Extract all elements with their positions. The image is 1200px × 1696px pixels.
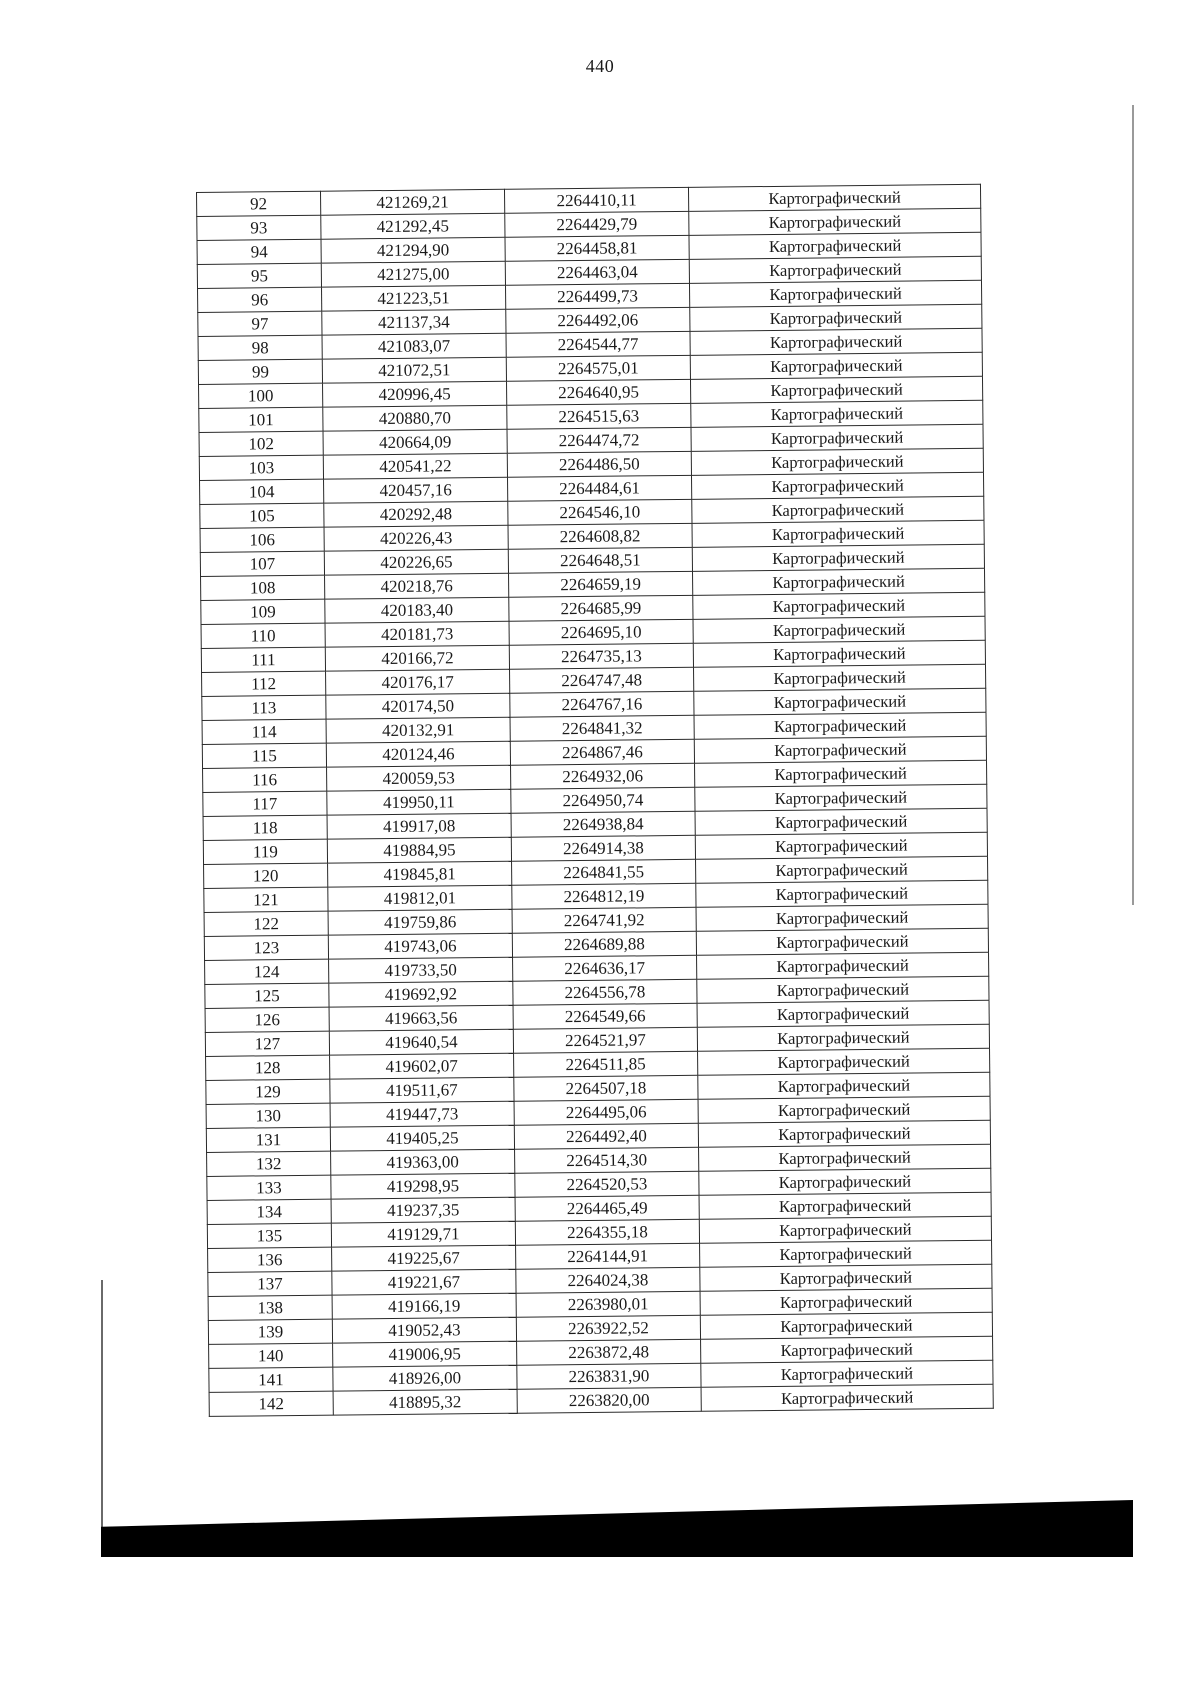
point-number-cell: 97 [198, 311, 322, 336]
y-coordinate-cell: 2264514,30 [515, 1147, 699, 1173]
point-number-cell: 129 [206, 1079, 330, 1104]
point-number-cell: 95 [197, 263, 321, 288]
method-cell: Картографический [697, 952, 989, 979]
y-coordinate-cell: 2264950,74 [511, 787, 695, 813]
method-cell: Картографический [692, 568, 984, 595]
y-coordinate-cell: 2264556,78 [513, 979, 697, 1005]
x-coordinate-cell: 419405,25 [330, 1125, 514, 1151]
y-coordinate-cell: 2264689,88 [512, 931, 696, 957]
point-number-cell: 109 [201, 599, 325, 624]
x-coordinate-cell: 420226,65 [324, 549, 508, 575]
x-coordinate-cell: 421275,00 [321, 261, 505, 287]
point-number-cell: 103 [199, 455, 323, 480]
method-cell: Картографический [688, 184, 980, 211]
y-coordinate-cell: 2264474,72 [507, 427, 691, 453]
x-coordinate-cell: 420181,73 [325, 621, 509, 647]
point-number-cell: 110 [201, 623, 325, 648]
y-coordinate-cell: 2264544,77 [506, 331, 690, 357]
method-cell: Картографический [696, 904, 988, 931]
point-number-cell: 115 [202, 743, 326, 768]
point-number-cell: 111 [201, 647, 325, 672]
scan-edge-left [101, 1280, 103, 1550]
x-coordinate-cell: 419743,06 [328, 933, 512, 959]
method-cell: Картографический [696, 880, 988, 907]
x-coordinate-cell: 419225,67 [332, 1245, 516, 1271]
method-cell: Картографический [693, 640, 985, 667]
x-coordinate-cell: 419237,35 [331, 1197, 515, 1223]
point-number-cell: 139 [208, 1319, 332, 1344]
y-coordinate-cell: 2264659,19 [509, 571, 693, 597]
y-coordinate-cell: 2264484,61 [508, 475, 692, 501]
x-coordinate-cell: 418895,32 [333, 1389, 517, 1415]
point-number-cell: 132 [207, 1151, 331, 1176]
point-number-cell: 135 [207, 1223, 331, 1248]
y-coordinate-cell: 2264695,10 [509, 619, 693, 645]
x-coordinate-cell: 419221,67 [332, 1269, 516, 1295]
method-cell: Картографический [699, 1144, 991, 1171]
point-number-cell: 136 [208, 1247, 332, 1272]
y-coordinate-cell: 2264767,16 [510, 691, 694, 717]
y-coordinate-cell: 2264521,97 [513, 1027, 697, 1053]
point-number-cell: 101 [199, 407, 323, 432]
x-coordinate-cell: 421269,21 [320, 189, 504, 215]
x-coordinate-cell: 419759,86 [328, 909, 512, 935]
x-coordinate-cell: 419298,95 [331, 1173, 515, 1199]
x-coordinate-cell: 420226,43 [324, 525, 508, 551]
y-coordinate-cell: 2264608,82 [508, 523, 692, 549]
method-cell: Картографический [701, 1336, 993, 1363]
point-number-cell: 116 [203, 767, 327, 792]
point-number-cell: 140 [209, 1343, 333, 1368]
y-coordinate-cell: 2264648,51 [508, 547, 692, 573]
y-coordinate-cell: 2264575,01 [506, 355, 690, 381]
x-coordinate-cell: 420176,17 [326, 669, 510, 695]
x-coordinate-cell: 419692,92 [329, 981, 513, 1007]
x-coordinate-cell: 421223,51 [322, 285, 506, 311]
method-cell: Картографический [699, 1216, 991, 1243]
y-coordinate-cell: 2264841,55 [512, 859, 696, 885]
method-cell: Картографический [690, 352, 982, 379]
method-cell: Картографический [692, 520, 984, 547]
x-coordinate-cell: 420174,50 [326, 693, 510, 719]
method-cell: Картографический [690, 376, 982, 403]
y-coordinate-cell: 2263820,00 [517, 1387, 701, 1413]
point-number-cell: 104 [200, 479, 324, 504]
method-cell: Картографический [700, 1240, 992, 1267]
y-coordinate-cell: 2264549,66 [513, 1003, 697, 1029]
scan-shadow-band [101, 1500, 1133, 1557]
y-coordinate-cell: 2264515,63 [507, 403, 691, 429]
method-cell: Картографический [696, 856, 988, 883]
x-coordinate-cell: 420124,46 [326, 741, 510, 767]
method-cell: Картографический [691, 472, 983, 499]
y-coordinate-cell: 2264747,48 [510, 667, 694, 693]
y-coordinate-cell: 2264410,11 [504, 187, 688, 213]
y-coordinate-cell: 2264429,79 [505, 211, 689, 237]
method-cell: Картографический [689, 256, 981, 283]
x-coordinate-cell: 419812,01 [328, 885, 512, 911]
x-coordinate-cell: 420218,76 [325, 573, 509, 599]
y-coordinate-cell: 2264520,53 [515, 1171, 699, 1197]
x-coordinate-cell: 419733,50 [329, 957, 513, 983]
y-coordinate-cell: 2264867,46 [510, 739, 694, 765]
method-cell: Картографический [698, 1048, 990, 1075]
method-cell: Картографический [694, 664, 986, 691]
point-number-cell: 99 [198, 359, 322, 384]
method-cell: Картографический [690, 304, 982, 331]
method-cell: Картографический [696, 928, 988, 955]
point-number-cell: 141 [209, 1367, 333, 1392]
method-cell: Картографический [701, 1384, 993, 1411]
y-coordinate-cell: 2264355,18 [515, 1219, 699, 1245]
x-coordinate-cell: 420457,16 [324, 477, 508, 503]
point-number-cell: 130 [206, 1103, 330, 1128]
point-number-cell: 142 [209, 1391, 333, 1416]
x-coordinate-cell: 419511,67 [330, 1077, 514, 1103]
y-coordinate-cell: 2264685,99 [509, 595, 693, 621]
point-number-cell: 119 [203, 839, 327, 864]
y-coordinate-cell: 2263980,01 [516, 1291, 700, 1317]
y-coordinate-cell: 2264546,10 [508, 499, 692, 525]
y-coordinate-cell: 2264486,50 [507, 451, 691, 477]
y-coordinate-cell: 2264640,95 [506, 379, 690, 405]
method-cell: Картографический [695, 808, 987, 835]
point-number-cell: 114 [202, 719, 326, 744]
method-cell: Картографический [695, 760, 987, 787]
x-coordinate-cell: 420880,70 [323, 405, 507, 431]
x-coordinate-cell: 420996,45 [323, 381, 507, 407]
scan-edge-right [1132, 105, 1134, 905]
point-number-cell: 134 [207, 1199, 331, 1224]
x-coordinate-cell: 419884,95 [327, 837, 511, 863]
point-number-cell: 121 [204, 887, 328, 912]
method-cell: Картографический [691, 448, 983, 475]
x-coordinate-cell: 421072,51 [322, 357, 506, 383]
method-cell: Картографический [695, 784, 987, 811]
point-number-cell: 113 [202, 695, 326, 720]
point-number-cell: 105 [200, 503, 324, 528]
y-coordinate-cell: 2264636,17 [513, 955, 697, 981]
x-coordinate-cell: 420292,48 [324, 501, 508, 527]
y-coordinate-cell: 2264932,06 [511, 763, 695, 789]
point-number-cell: 100 [199, 383, 323, 408]
method-cell: Картографический [692, 496, 984, 523]
method-cell: Картографический [689, 280, 981, 307]
point-number-cell: 92 [197, 191, 321, 216]
point-number-cell: 117 [203, 791, 327, 816]
method-cell: Картографический [697, 976, 989, 1003]
point-number-cell: 131 [206, 1127, 330, 1152]
x-coordinate-cell: 420541,22 [323, 453, 507, 479]
y-coordinate-cell: 2264841,32 [510, 715, 694, 741]
y-coordinate-cell: 2263872,48 [517, 1339, 701, 1365]
x-coordinate-cell: 419602,07 [330, 1053, 514, 1079]
point-number-cell: 127 [205, 1031, 329, 1056]
method-cell: Картографический [699, 1192, 991, 1219]
y-coordinate-cell: 2264492,06 [506, 307, 690, 333]
x-coordinate-cell: 421083,07 [322, 333, 506, 359]
point-number-cell: 96 [198, 287, 322, 312]
y-coordinate-cell: 2264914,38 [511, 835, 695, 861]
x-coordinate-cell: 419052,43 [332, 1317, 516, 1343]
y-coordinate-cell: 2264507,18 [514, 1075, 698, 1101]
point-number-cell: 123 [204, 935, 328, 960]
x-coordinate-cell: 420059,53 [327, 765, 511, 791]
method-cell: Картографический [694, 712, 986, 739]
point-number-cell: 107 [200, 551, 324, 576]
method-cell: Картографический [697, 1024, 989, 1051]
y-coordinate-cell: 2264024,38 [516, 1267, 700, 1293]
point-number-cell: 125 [205, 983, 329, 1008]
method-cell: Картографический [694, 688, 986, 715]
method-cell: Картографический [689, 232, 981, 259]
x-coordinate-cell: 420166,72 [325, 645, 509, 671]
method-cell: Картографический [689, 208, 981, 235]
point-number-cell: 133 [207, 1175, 331, 1200]
x-coordinate-cell: 420664,09 [323, 429, 507, 455]
point-number-cell: 124 [205, 959, 329, 984]
point-number-cell: 122 [204, 911, 328, 936]
x-coordinate-cell: 421292,45 [321, 213, 505, 239]
x-coordinate-cell: 419845,81 [328, 861, 512, 887]
y-coordinate-cell: 2264812,19 [512, 883, 696, 909]
point-number-cell: 108 [201, 575, 325, 600]
method-cell: Картографический [691, 400, 983, 427]
method-cell: Картографический [698, 1096, 990, 1123]
point-number-cell: 138 [208, 1295, 332, 1320]
method-cell: Картографический [692, 544, 984, 571]
x-coordinate-cell: 419917,08 [327, 813, 511, 839]
y-coordinate-cell: 2264144,91 [516, 1243, 700, 1269]
point-number-cell: 93 [197, 215, 321, 240]
x-coordinate-cell: 418926,00 [333, 1365, 517, 1391]
method-cell: Картографический [701, 1360, 993, 1387]
method-cell: Картографический [699, 1168, 991, 1195]
y-coordinate-cell: 2264735,13 [509, 643, 693, 669]
method-cell: Картографический [691, 424, 983, 451]
y-coordinate-cell: 2264463,04 [505, 259, 689, 285]
method-cell: Картографический [690, 328, 982, 355]
x-coordinate-cell: 420132,91 [326, 717, 510, 743]
x-coordinate-cell: 419950,11 [327, 789, 511, 815]
coordinates-table [196, 184, 994, 1417]
y-coordinate-cell: 2264741,92 [512, 907, 696, 933]
x-coordinate-cell: 419166,19 [332, 1293, 516, 1319]
y-coordinate-cell: 2264465,49 [515, 1195, 699, 1221]
point-number-cell: 120 [204, 863, 328, 888]
method-cell: Картографический [698, 1120, 990, 1147]
point-number-cell: 102 [199, 431, 323, 456]
method-cell: Картографический [698, 1072, 990, 1099]
method-cell: Картографический [700, 1288, 992, 1315]
method-cell: Картографический [694, 736, 986, 763]
x-coordinate-cell: 419663,56 [329, 1005, 513, 1031]
y-coordinate-cell: 2263922,52 [516, 1315, 700, 1341]
point-number-cell: 94 [197, 239, 321, 264]
method-cell: Картографический [693, 616, 985, 643]
x-coordinate-cell: 421294,90 [321, 237, 505, 263]
point-number-cell: 112 [202, 671, 326, 696]
method-cell: Картографический [700, 1264, 992, 1291]
y-coordinate-cell: 2264492,40 [514, 1123, 698, 1149]
point-number-cell: 137 [208, 1271, 332, 1296]
x-coordinate-cell: 421137,34 [322, 309, 506, 335]
point-number-cell: 126 [205, 1007, 329, 1032]
method-cell: Картографический [693, 592, 985, 619]
y-coordinate-cell: 2264495,06 [514, 1099, 698, 1125]
coordinates-table-body [197, 184, 994, 1416]
y-coordinate-cell: 2263831,90 [517, 1363, 701, 1389]
page-number: 440 [585, 56, 615, 76]
x-coordinate-cell: 419006,95 [333, 1341, 517, 1367]
y-coordinate-cell: 2264511,85 [514, 1051, 698, 1077]
method-cell: Картографический [695, 832, 987, 859]
method-cell: Картографический [700, 1312, 992, 1339]
point-number-cell: 98 [198, 335, 322, 360]
x-coordinate-cell: 420183,40 [325, 597, 509, 623]
x-coordinate-cell: 419447,73 [330, 1101, 514, 1127]
y-coordinate-cell: 2264458,81 [505, 235, 689, 261]
y-coordinate-cell: 2264938,84 [511, 811, 695, 837]
method-cell: Картографический [697, 1000, 989, 1027]
x-coordinate-cell: 419129,71 [331, 1221, 515, 1247]
x-coordinate-cell: 419640,54 [329, 1029, 513, 1055]
x-coordinate-cell: 419363,00 [331, 1149, 515, 1175]
y-coordinate-cell: 2264499,73 [505, 283, 689, 309]
point-number-cell: 118 [203, 815, 327, 840]
point-number-cell: 128 [206, 1055, 330, 1080]
point-number-cell: 106 [200, 527, 324, 552]
